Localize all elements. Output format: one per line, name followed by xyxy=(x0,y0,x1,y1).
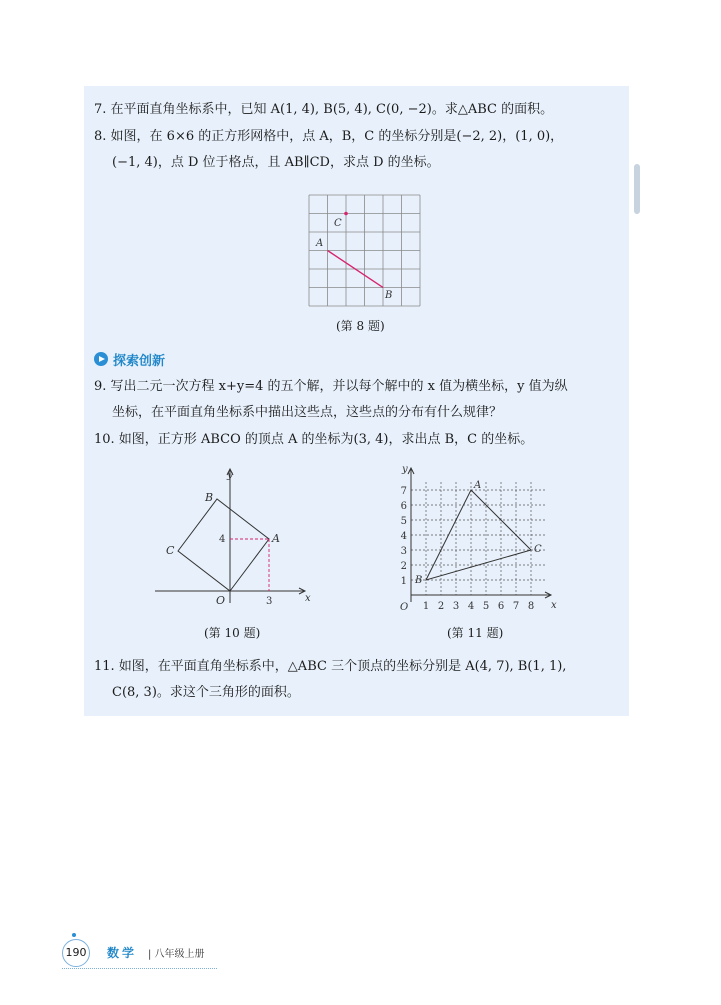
page-footer xyxy=(62,935,222,967)
play-circle-icon xyxy=(94,352,108,366)
figure-11-coordinate-grid xyxy=(393,462,563,612)
figure-10-caption: (第 10 题) xyxy=(204,626,261,640)
problem-9-line-1: 9. 写出二元一次方程 x+y=4 的五个解，并以每个解中的 x 值为横坐标，y 值为纵 xyxy=(94,379,568,394)
page-number: 190 xyxy=(62,939,90,967)
problem-7: 7. 在平面直角坐标系中，已知 A(1, 4), B(5, 4), C(0, −2)。求△ABC 的面积。 xyxy=(94,102,554,117)
section-title: 探索创新 xyxy=(113,353,166,369)
y-tick: 1 xyxy=(400,576,407,587)
label-3: 3 xyxy=(266,596,273,607)
scrollbar[interactable] xyxy=(634,164,640,214)
y-tick: 2 xyxy=(400,561,407,572)
label-a: A xyxy=(474,480,482,491)
y-tick: 3 xyxy=(400,546,407,557)
section-heading xyxy=(94,350,165,368)
y-tick: 6 xyxy=(400,501,407,512)
figure-8-grid xyxy=(309,195,421,307)
book-subtitle: | 八年级上册 xyxy=(148,949,205,960)
problem-11-line-1: 11. 如图，在平面直角坐标系中，△ABC 三个顶点的坐标分别是 A(4, 7), B(1, 1), xyxy=(94,659,567,674)
label-y: y xyxy=(402,464,408,475)
y-tick: 5 xyxy=(400,516,407,527)
figure-11-caption: (第 11 题) xyxy=(447,626,504,640)
point-c xyxy=(344,212,348,216)
book-title: 数学 xyxy=(107,946,138,960)
label-a: A xyxy=(272,532,280,545)
x-tick: 5 xyxy=(482,601,490,612)
label-b: B xyxy=(415,575,423,586)
problem-10: 10. 如图，正方形 ABCO 的顶点 A 的坐标为(3, 4)，求出点 B，C 的坐标。 xyxy=(94,432,534,447)
problem-8-line-1: 8. 如图，在 6×6 的正方形网格中，点 A，B，C 的坐标分别是(−2, 2)，(1, 0)， xyxy=(94,129,564,144)
problem-8-line-2: (−1, 4)，点 D 位于格点，且 AB∥CD，求点 D 的坐标。 xyxy=(112,155,440,170)
label-y: y xyxy=(227,470,233,481)
x-tick: 6 xyxy=(497,601,505,612)
label-a: A xyxy=(316,238,324,249)
label-b: B xyxy=(205,491,214,504)
label-c: C xyxy=(534,544,542,555)
label-o: O xyxy=(216,594,226,607)
label-x: x xyxy=(305,593,311,604)
x-tick: 7 xyxy=(512,601,520,612)
x-tick: 4 xyxy=(467,601,475,612)
y-tick: 4 xyxy=(400,531,407,542)
x-tick: 1 xyxy=(422,601,430,612)
label-c: C xyxy=(334,218,342,229)
figure-10-square xyxy=(155,465,315,610)
label-c: C xyxy=(166,544,175,557)
footer-dot xyxy=(72,933,76,937)
label-4: 4 xyxy=(219,534,226,545)
y-tick: 7 xyxy=(400,486,407,497)
problem-9-line-2: 坐标，在平面直角坐标系中描出这些点，这些点的分布有什么规律？ xyxy=(112,405,503,420)
x-tick: 2 xyxy=(437,601,445,612)
label-x: x xyxy=(551,600,557,611)
figure-8-caption: (第 8 题) xyxy=(336,319,385,333)
x-tick: 8 xyxy=(527,601,535,612)
label-b: B xyxy=(385,290,393,301)
square-abco xyxy=(178,499,269,591)
footer-divider xyxy=(62,968,217,969)
label-o: O xyxy=(400,602,409,613)
x-tick: 3 xyxy=(452,601,460,612)
problem-11-line-2: C(8, 3)。求这个三角形的面积。 xyxy=(112,685,300,700)
exercise-panel xyxy=(84,86,629,716)
